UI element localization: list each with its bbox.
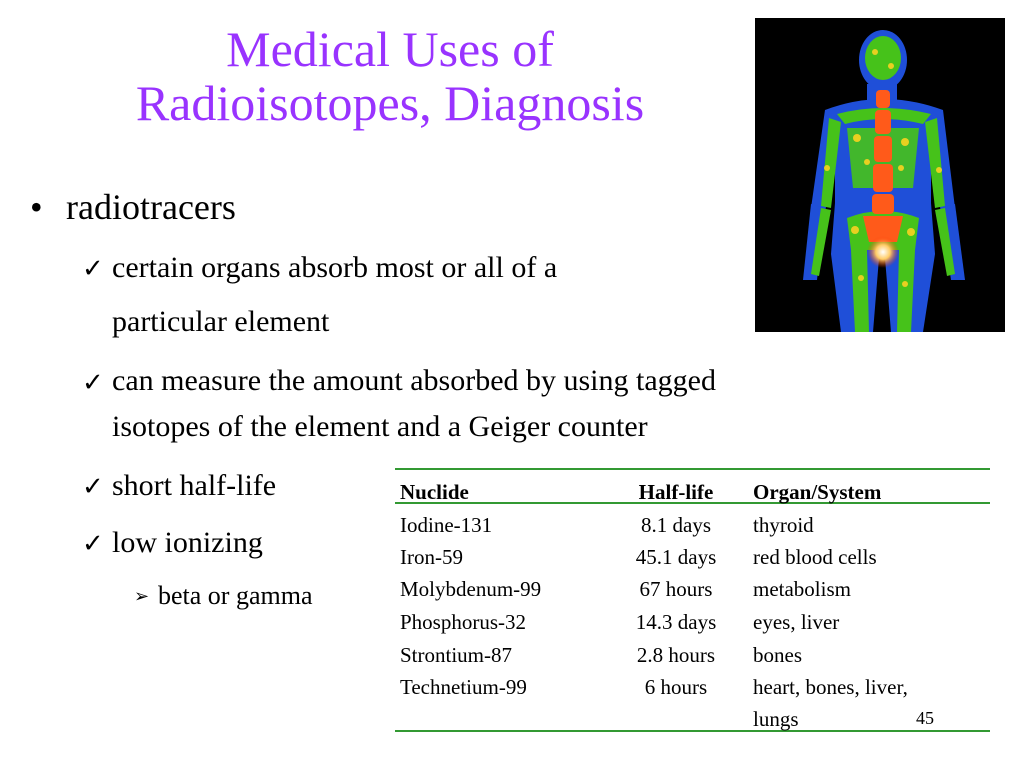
- title-line-1: Medical Uses of: [226, 21, 554, 77]
- arrow-bullet-icon: ➢: [134, 586, 150, 607]
- table-header-half-life: Half-life: [638, 480, 714, 504]
- check-item-ionizing: [82, 519, 263, 568]
- radioisotope-table: [395, 468, 990, 733]
- table-cell-half-life: 6 hours: [644, 675, 708, 699]
- table-cell-nuclide: Phosphorus-32: [400, 610, 527, 634]
- page-number: 45: [916, 708, 934, 728]
- bullet-dot-icon: •: [30, 187, 43, 227]
- check-item-measure: [82, 358, 716, 450]
- arrow-item-beta-gamma: [134, 576, 313, 617]
- table-cell-nuclide: Iron-59: [400, 545, 463, 569]
- table-cell-nuclide: Molybdenum-99: [400, 577, 542, 601]
- table-cell-organ: heart, bones, liver,: [753, 675, 908, 699]
- table-cell-half-life: 2.8 hours: [636, 643, 716, 667]
- check-item-text-cont: particular element: [112, 305, 330, 338]
- check-item-half-life: [82, 462, 276, 511]
- checkmark-icon: ✓: [82, 472, 104, 502]
- bladder-hotspot: [867, 236, 899, 268]
- table-cell-organ: bones: [753, 643, 802, 667]
- checkmark-icon: ✓: [82, 529, 104, 559]
- checkmark-icon: ✓: [82, 368, 104, 398]
- check-item-text: certain organs absorb most or all of a: [112, 251, 558, 284]
- table-cell-organ: thyroid: [753, 513, 814, 537]
- table-cell-nuclide: Iodine-131: [400, 513, 493, 537]
- slide-title: [40, 22, 740, 130]
- check-item-text-cont: isotopes of the element and a Geiger counter: [112, 410, 648, 443]
- table-rule-bottom: [395, 730, 990, 732]
- table-header-organ: Organ/System: [753, 480, 882, 504]
- table-cell-organ: red blood cells: [753, 545, 877, 569]
- check-item-text: low ionizing: [112, 526, 263, 559]
- table-cell-nuclide: Strontium-87: [400, 643, 513, 667]
- check-item-text: can measure the amount absorbed by using tagged: [112, 364, 716, 397]
- table-cell-half-life: 14.3 days: [635, 610, 717, 634]
- bone-scan-image: [755, 18, 1005, 332]
- check-item-absorb: [82, 244, 557, 352]
- check-item-text: short half-life: [112, 469, 277, 502]
- table-cell-nuclide: Technetium-99: [400, 675, 527, 699]
- table-cell-half-life: 67 hours: [639, 577, 713, 601]
- table-rule-top: [395, 468, 990, 470]
- table-cell-half-life: 45.1 days: [635, 545, 717, 569]
- table-cell-organ-cont: lungs: [753, 707, 799, 731]
- table-cell-organ: eyes, liver: [753, 610, 840, 634]
- title-line-2: Radioisotopes, Diagnosis: [135, 75, 645, 131]
- table-cell-organ: metabolism: [753, 577, 851, 601]
- bone-scan-figure: [755, 18, 1005, 332]
- arrow-item-text: beta or gamma: [158, 581, 313, 610]
- checkmark-icon: ✓: [82, 254, 104, 284]
- bullet-text: radiotracers: [66, 187, 236, 227]
- table-cell-half-life: 8.1 days: [641, 513, 711, 537]
- table-header-nuclide: Nuclide: [400, 480, 469, 504]
- bullet-radiotracers: [30, 185, 236, 229]
